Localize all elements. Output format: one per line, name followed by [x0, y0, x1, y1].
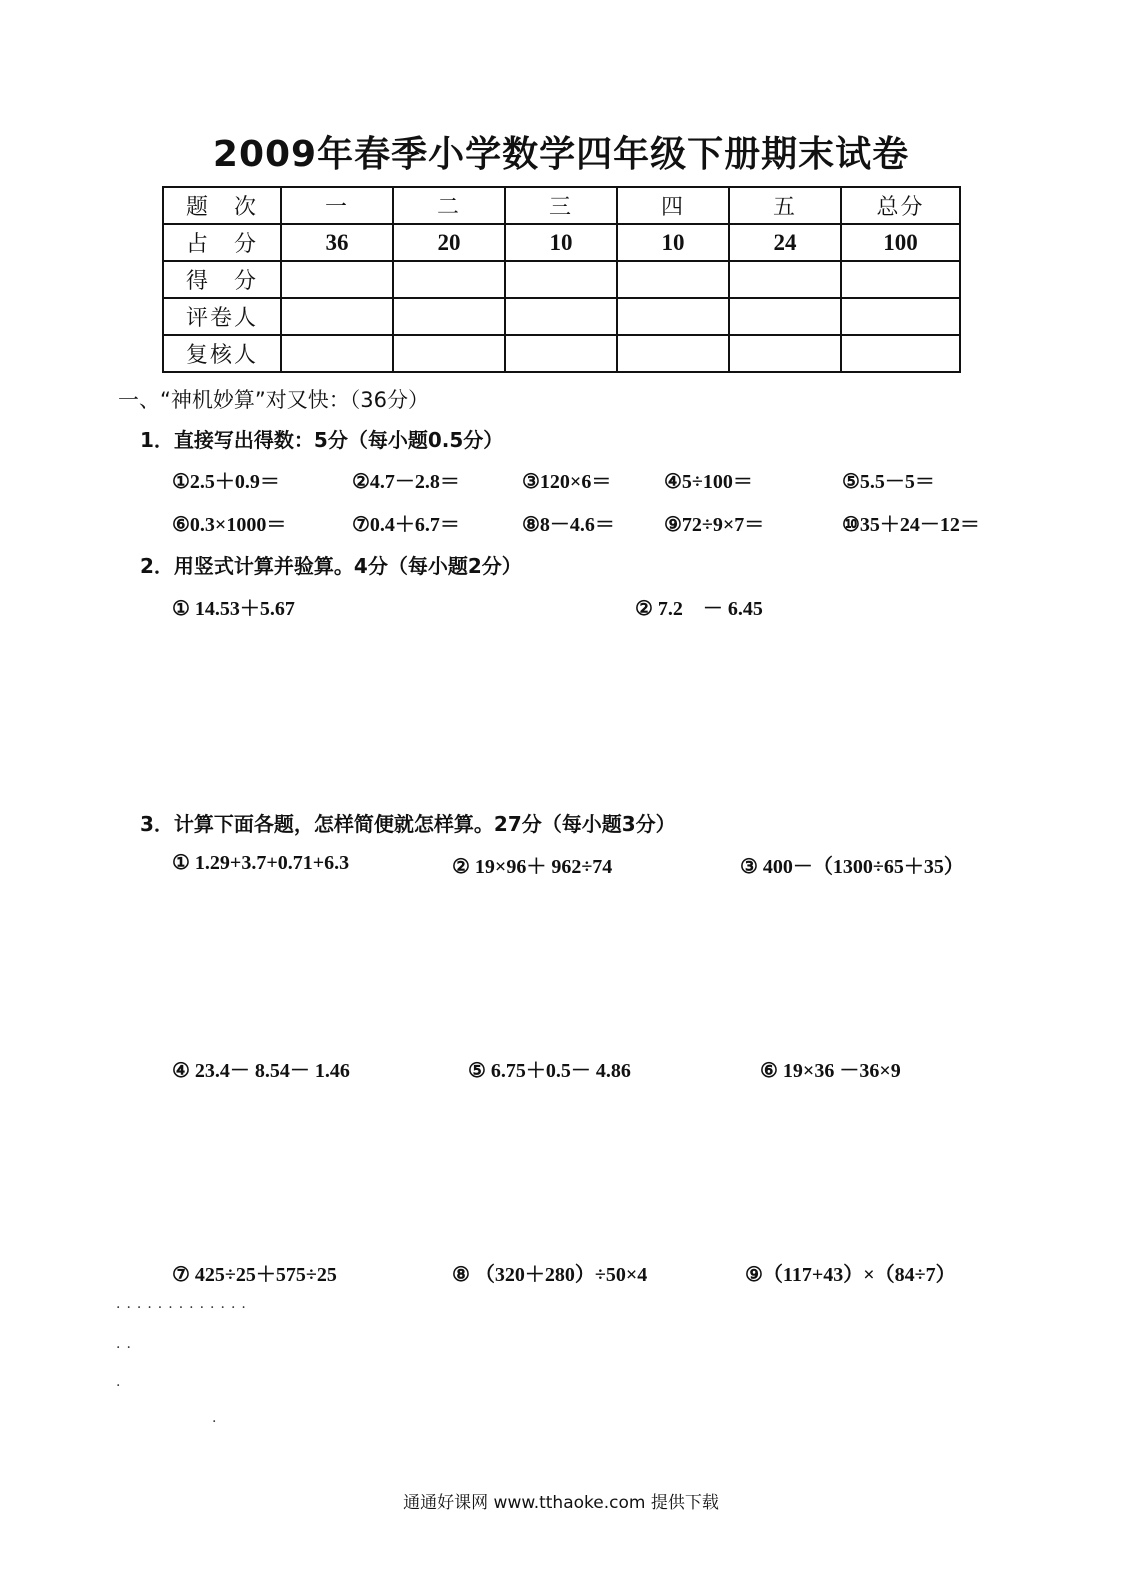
problem-item: ③120×6＝: [522, 471, 612, 493]
score-input-cell[interactable]: [505, 335, 617, 372]
problem-item: ④5÷100＝: [664, 471, 753, 493]
decorative-dots: ·: [212, 1414, 223, 1430]
score-input-cell[interactable]: [505, 261, 617, 298]
question-3-label: 3．计算下面各题，怎样简便就怎样算。27分（每小题3分）: [140, 812, 676, 836]
problem-item: ⑩35＋24－12＝: [842, 514, 980, 536]
points-cell: 36: [281, 224, 393, 261]
score-row-label: 得 分: [163, 261, 281, 298]
problem-item: ② 19×96＋ 962÷74: [452, 856, 613, 878]
problem-item: ⑦ 425÷25＋575÷25: [172, 1264, 337, 1286]
page-title: 2009年春季小学数学四年级下册期末试卷: [212, 134, 910, 175]
points-cell: 24: [729, 224, 841, 261]
problem-item: ③ 400－（1300÷65＋35）: [740, 856, 964, 878]
problem-item: ⑨72÷9×7＝: [664, 514, 765, 536]
score-header-cell: 五: [729, 187, 841, 224]
score-input-cell[interactable]: [729, 261, 841, 298]
problem-item: ⑨（117+43）×（84÷7）: [745, 1264, 956, 1286]
score-input-cell[interactable]: [281, 261, 393, 298]
score-header-cell: 四: [617, 187, 729, 224]
problem-item: ① 14.53＋5.67: [172, 598, 295, 620]
points-cell: 10: [505, 224, 617, 261]
score-input-cell[interactable]: [393, 298, 505, 335]
problem-item: ⑧8－4.6＝: [522, 514, 615, 536]
score-input-cell[interactable]: [841, 261, 960, 298]
problem-item: ⑤5.5－5＝: [842, 471, 935, 493]
score-row-label: 复核人: [163, 335, 281, 372]
problem-item: ⑦0.4＋6.7＝: [352, 514, 460, 536]
score-input-cell[interactable]: [617, 298, 729, 335]
score-input-cell[interactable]: [505, 298, 617, 335]
question-2-label: 2．用竖式计算并验算。4分（每小题2分）: [140, 554, 522, 578]
score-input-cell[interactable]: [393, 335, 505, 372]
score-input-cell[interactable]: [841, 335, 960, 372]
score-header-cell: 三: [505, 187, 617, 224]
score-input-cell[interactable]: [281, 335, 393, 372]
problem-item: ⑥0.3×1000＝: [172, 514, 287, 536]
score-row-label: 评卷人: [163, 298, 281, 335]
footer-text: 通通好课网 www.tthaoke.com 提供下载: [403, 1493, 719, 1513]
score-header-cell: 题 次: [163, 187, 281, 224]
problem-item: ① 1.29+3.7+0.71+6.3: [172, 852, 350, 874]
problem-item: ②4.7－2.8＝: [352, 471, 460, 493]
score-table-points-row: [163, 224, 960, 261]
score-header-cell: 二: [393, 187, 505, 224]
question-1-label: 1．直接写出得数：5分（每小题0.5分）: [140, 428, 504, 452]
decorative-dots: ·············: [116, 1300, 252, 1316]
section-heading: 一、“神机妙算”对又快：（36分）: [118, 388, 429, 412]
points-cell: 20: [393, 224, 505, 261]
problem-item: ② 7.2 － 6.45: [635, 598, 763, 620]
score-table-row: [163, 261, 960, 298]
score-input-cell[interactable]: [729, 298, 841, 335]
score-input-cell[interactable]: [841, 298, 960, 335]
points-cell: 100: [841, 224, 960, 261]
decorative-dots: ··: [116, 1340, 137, 1356]
score-input-cell[interactable]: [617, 335, 729, 372]
score-table: [162, 186, 961, 373]
score-table-header-row: [163, 187, 960, 224]
score-input-cell[interactable]: [281, 298, 393, 335]
problem-item: ④ 23.4－ 8.54－ 1.46: [172, 1060, 350, 1082]
score-table-row: [163, 335, 960, 372]
score-input-cell[interactable]: [393, 261, 505, 298]
score-input-cell[interactable]: [617, 261, 729, 298]
score-header-cell: 一: [281, 187, 393, 224]
score-input-cell[interactable]: [729, 335, 841, 372]
problem-item: ⑧ （320＋280）÷50×4: [452, 1264, 648, 1286]
score-header-cell: 总分: [841, 187, 960, 224]
points-row-label: 占 分: [163, 224, 281, 261]
score-table-row: [163, 298, 960, 335]
points-cell: 10: [617, 224, 729, 261]
problem-item: ⑥ 19×36 －36×9: [760, 1060, 901, 1082]
problem-item: ⑤ 6.75＋0.5－ 4.86: [468, 1060, 631, 1082]
problem-item: ①2.5＋0.9＝: [172, 471, 280, 493]
decorative-dots: ·: [116, 1378, 127, 1394]
